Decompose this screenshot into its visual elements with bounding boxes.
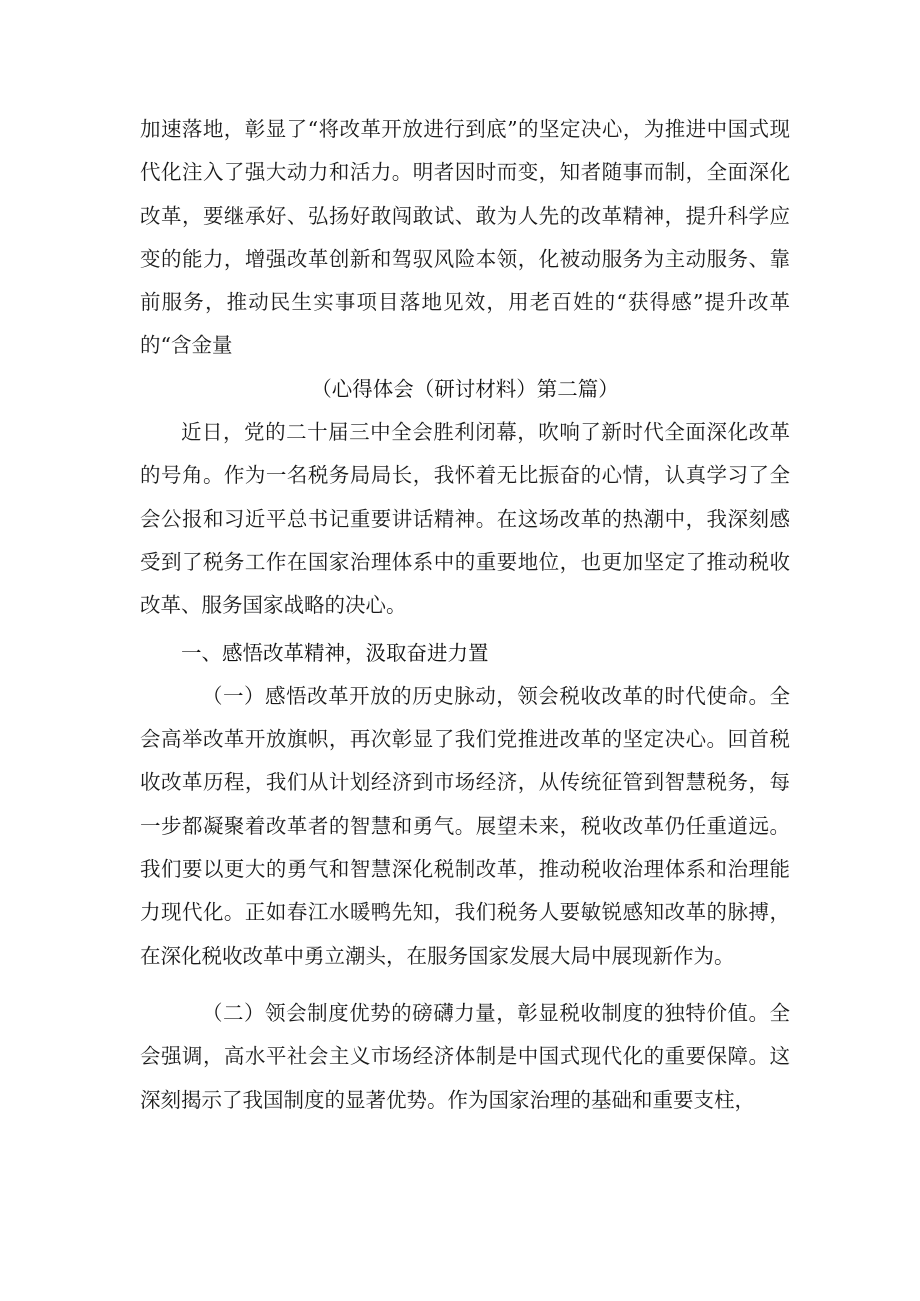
intro-paragraph: 加速落地，彰显了“将改革开放进行到底”的坚定决心，为推进中国式现代化注入了强大动力和活力。明者因时而变，知者随事而制，全面深化改革，要继承好、弘扬好敢闯敢试、敢为人先的改革精神，提升科学应变的能力，增强改革创新和驾驭风险本领，化被动服务为主动服务、靠前服务，推动民生实事项目落地见效，用老百姓的“获得感”提升改革的“含金量 <box>140 117 790 358</box>
document-page <box>140 108 790 1122</box>
paragraph-gap <box>140 978 790 992</box>
section-heading-1: 一、感悟改革精神，汲取奋进力置 <box>181 640 489 665</box>
point-2-paragraph: （二）领会制度优势的磅礴力量，彰显税收制度的独特价值。全会强调，高水平社会主义市场经济体制是中国式现代化的重要保障。这深刻揭示了我国制度的显著优势。作为国家治理的基础和重要支柱， <box>140 1000 790 1112</box>
section-title: （心得体会（研讨材料）第二篇） <box>311 376 619 401</box>
point-1-paragraph: （一）感悟改革开放的历史脉动，领会税收改革的时代使命。全会高举改革开放旗帜，再次彰显了我们党推进改革的坚定决心。回首税收改革历程，我们从计划经济到市场经济，从传统征管到智慧税务，每一步都凝聚着改革者的智慧和勇气。展望未来，税收改革仍任重道远。我们要以更大的勇气和智慧深化税制改革，推动税收治理体系和治理能力现代化。正如春江水暖鸭先知，我们税务人要敏锐感知改革的脉搏，在深化税收改革中勇立潮头，在服务国家发展大局中展现新作为。 <box>140 683 790 968</box>
opening-paragraph: 近日，党的二十届三中全会胜利闭幕，吹响了新时代全面深化改革的号角。作为一名税务局局长，我怀着无比振奋的心情，认真学习了全会公报和习近平总书记重要讲话精神。在这场改革的热潮中，我深刻感受到了税务工作在国家治理体系中的重要地位，也更加坚定了推动税收改革、服务国家战略的决心。 <box>140 420 790 618</box>
